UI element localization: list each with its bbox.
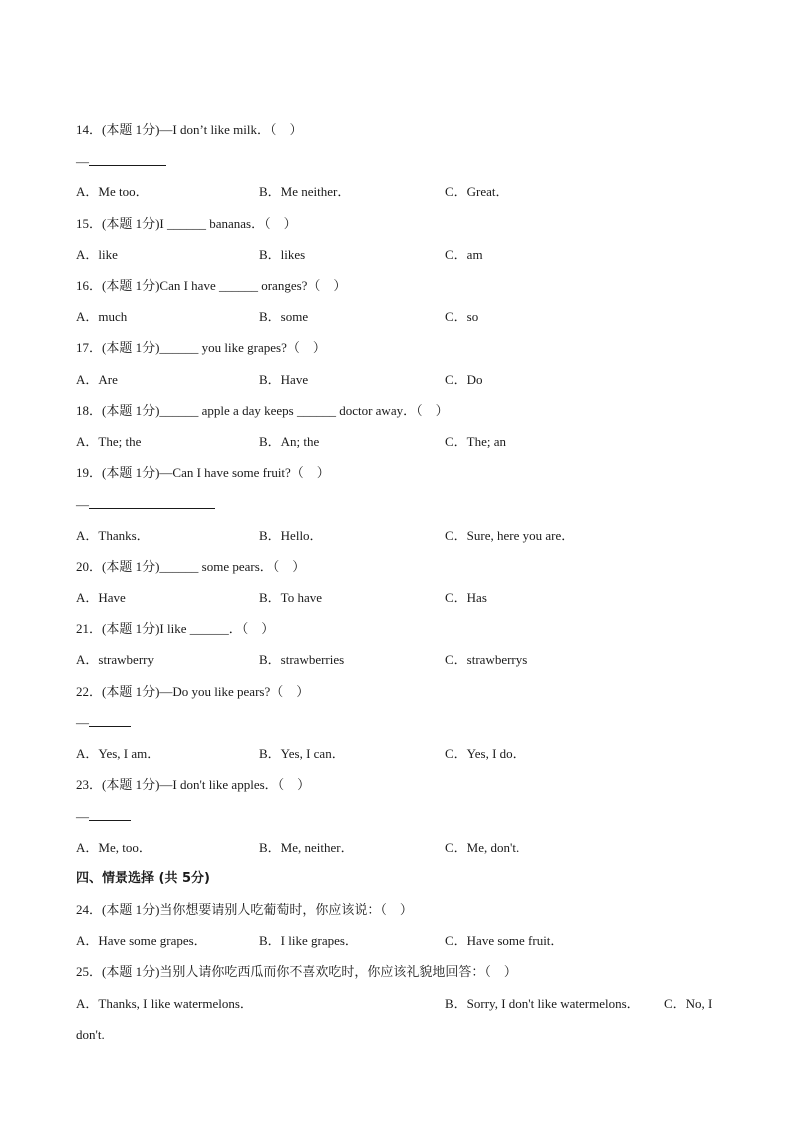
question-21-option-a: A．strawberry [76, 652, 154, 667]
question-24-option-a: A．Have some grapes． [76, 933, 207, 948]
question-25-option-a: A．Thanks, I like watermelons． [76, 996, 253, 1011]
question-16-stem: 16．(本题 1分)Can I have ______ oranges?（ ） [76, 278, 347, 293]
question-24-option-b: B．I like grapes． [259, 933, 358, 948]
question-24-stem: 24．(本题 1分)当你想要请别人吃葡萄时，你应该说：（ ） [76, 902, 413, 917]
question-14-option-c: C．Great． [445, 184, 509, 199]
question-15-option-a: A．like [76, 247, 118, 262]
question-23-option-b: B．Me, neither． [259, 840, 354, 855]
question-14-stem: 14．(本题 1分)—I don’t like milk．（ ） [76, 122, 303, 137]
reply-dash: — [76, 715, 89, 730]
question-20-option-b: B．To have [259, 590, 322, 605]
question-22-option-a: A．Yes, I am． [76, 746, 161, 761]
question-23-option-c: C．Me, don't. [445, 840, 520, 855]
question-15-option-b: B．likes [259, 247, 306, 262]
question-21-stem: 21．(本题 1分)I like ______．（ ） [76, 621, 275, 636]
answer-blank [89, 715, 131, 727]
reply-dash: — [76, 809, 89, 824]
question-21-option-c: C．strawberrys [445, 652, 528, 667]
question-25-option-c-continued: don't. [76, 1027, 105, 1042]
question-14-answer-line [76, 154, 166, 170]
question-23-option-a: A．Me, too． [76, 840, 152, 855]
question-25-option-c: C．No, I [664, 996, 713, 1011]
reply-dash: — [76, 154, 89, 169]
question-22-option-c: C．Yes, I do． [445, 746, 526, 761]
question-23-stem: 23．(本题 1分)—I don't like apples．（ ） [76, 777, 311, 792]
question-22-stem: 22．(本题 1分)—Do you like pears?（ ） [76, 684, 310, 699]
question-14-option-a: A．Me too． [76, 184, 149, 199]
question-19-option-b: B．Hello． [259, 528, 323, 543]
question-23-answer-line [76, 809, 131, 825]
question-18-option-b: B．An; the [259, 434, 320, 449]
question-19-answer-line [76, 497, 215, 513]
question-17-option-a: A．Are [76, 372, 118, 387]
question-21-option-b: B．strawberries [259, 652, 345, 667]
answer-blank [89, 154, 166, 166]
question-22-option-b: B．Yes, I can． [259, 746, 345, 761]
question-15-option-c: C．am [445, 247, 483, 262]
question-16-option-c: C．so [445, 309, 479, 324]
question-19-stem: 19．(本题 1分)—Can I have some fruit?（ ） [76, 465, 330, 480]
question-17-stem: 17．(本题 1分)______ you like grapes?（ ） [76, 340, 326, 355]
question-17-option-b: B．Have [259, 372, 309, 387]
question-18-option-a: A．The; the [76, 434, 142, 449]
question-16-option-b: B．some [259, 309, 309, 324]
question-19-option-a: A．Thanks． [76, 528, 150, 543]
question-22-answer-line [76, 715, 131, 731]
question-18-option-c: C．The; an [445, 434, 507, 449]
answer-blank [89, 497, 215, 509]
answer-blank [89, 809, 131, 821]
question-25-stem: 25．(本题 1分)当别人请你吃西瓜而你不喜欢吃时，你应该礼貌地回答：（ ） [76, 964, 517, 979]
question-20-option-c: C．Has [445, 590, 487, 605]
question-19-option-c: C．Sure, here you are． [445, 528, 575, 543]
question-17-option-c: C．Do [445, 372, 483, 387]
question-25-option-b: B．Sorry, I don't like watermelons． [445, 996, 640, 1011]
reply-dash: — [76, 497, 89, 512]
question-20-option-a: A．Have [76, 590, 126, 605]
question-20-stem: 20．(本题 1分)______ some pears．（ ） [76, 559, 306, 574]
question-14-option-b: B．Me neither． [259, 184, 351, 199]
section-heading: 四、情景选择 (共 5分) [76, 871, 210, 886]
question-24-option-c: C．Have some fruit． [445, 933, 564, 948]
question-16-option-a: A．much [76, 309, 128, 324]
question-18-stem: 18．(本题 1分)______ apple a day keeps ______ doctor away．（ ） [76, 403, 449, 418]
question-15-stem: 15．(本题 1分)I ______ bananas．（ ） [76, 216, 297, 231]
